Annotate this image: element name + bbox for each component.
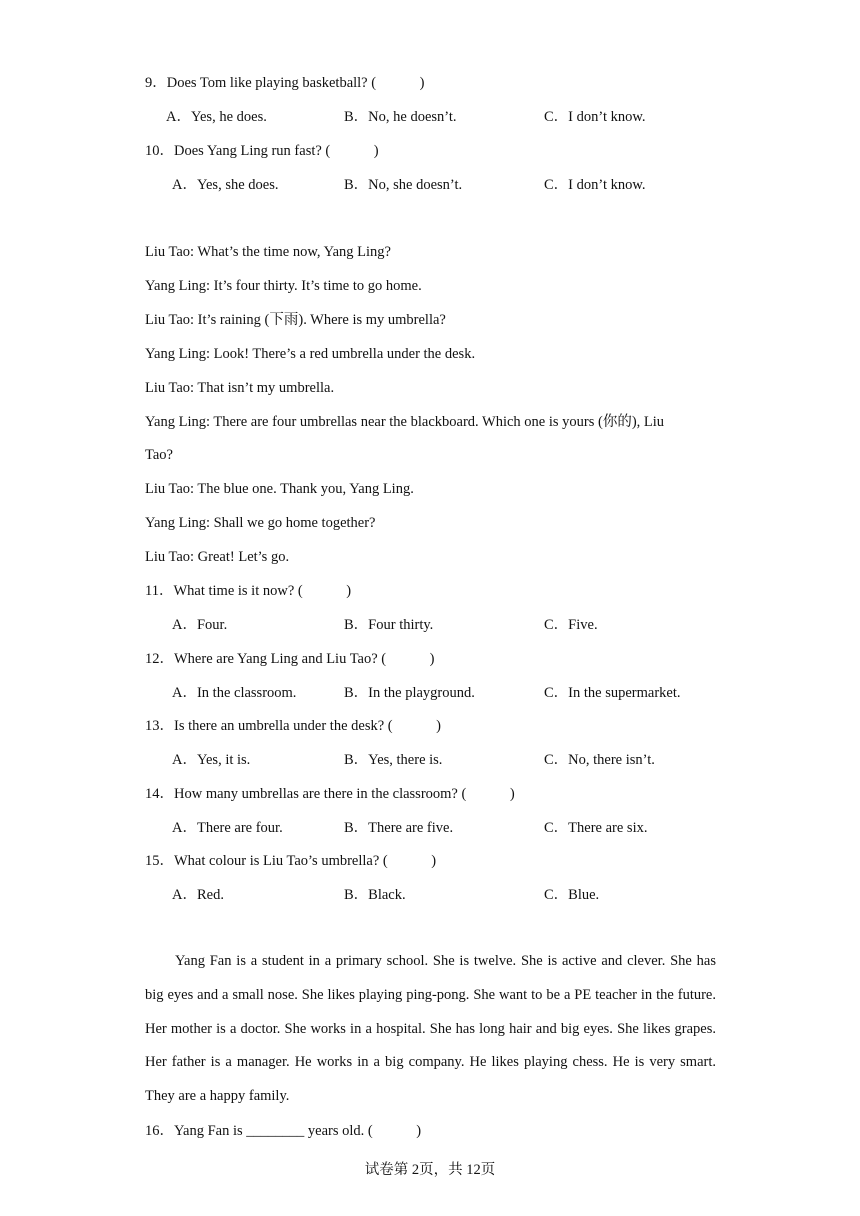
question-16: 16．Yang Fan is ________ years old. ( ) — [145, 1123, 422, 1139]
reading-passage — [145, 945, 716, 1114]
dialogue-line: Liu Tao: The blue one. Thank you, Yang Ling. — [145, 481, 414, 497]
question-15-option-b: B．Black. — [344, 887, 406, 903]
dialogue-line: Yang Ling: It’s four thirty. It’s time to go home. — [145, 278, 422, 294]
question-12-option-b: B．In the playground. — [344, 685, 475, 701]
question-9-option-a: A．Yes, he does. — [166, 109, 267, 125]
question-12-option-a: A．In the classroom. — [172, 685, 297, 701]
question-10-option-b: B．No, she doesn’t. — [344, 177, 463, 193]
dialogue-line: Liu Tao: Great! Let’s go. — [145, 549, 290, 565]
question-10-option-a: A．Yes, she does. — [172, 177, 279, 193]
dialogue-line: Liu Tao: That isn’t my umbrella. — [145, 380, 335, 396]
question-11-option-c: C．Five. — [544, 617, 598, 633]
question-15-option-c: C．Blue. — [544, 887, 600, 903]
question-10-option-c: C．I don’t know. — [544, 177, 646, 193]
question-13-option-a: A．Yes, it is. — [172, 752, 251, 768]
question-11-option-b: B．Four thirty. — [344, 617, 434, 633]
question-9-option-b: B．No, he doesn’t. — [344, 109, 457, 125]
question-15: 15．What colour is Liu Tao’s umbrella? ( ) — [145, 853, 437, 869]
question-14-option-b: B．There are five. — [344, 820, 454, 836]
question-12: 12．Where are Yang Ling and Liu Tao? ( ) — [145, 651, 435, 667]
dialogue-line: Yang Ling: Shall we go home together? — [145, 515, 376, 531]
question-13-option-c: C．No, there isn’t. — [544, 752, 655, 768]
page-footer: 试卷第 2页，共 12页 — [364, 1162, 496, 1178]
question-15-option-a: A．Red. — [172, 887, 224, 903]
question-13-option-b: B．Yes, there is. — [344, 752, 443, 768]
question-9: 9．Does Tom like playing basketball? ( ) — [145, 75, 425, 91]
question-14-option-c: C．There are six. — [544, 820, 648, 836]
question-11-option-a: A．Four. — [172, 617, 228, 633]
question-9-option-c: C．I don’t know. — [544, 109, 646, 125]
question-11: 11．What time is it now? ( ) — [145, 583, 352, 599]
dialogue-line: Tao? — [145, 447, 173, 463]
dialogue-line: Yang Ling: There are four umbrellas near the blackboard. Which one is yours (你的), Liu — [145, 414, 665, 430]
dialogue-line: Yang Ling: Look! There’s a red umbrella under the desk. — [145, 346, 476, 362]
question-13: 13．Is there an umbrella under the desk? ( ) — [145, 718, 441, 734]
question-12-option-c: C．In the supermarket. — [544, 685, 681, 701]
passage-text: Yang Fan is a student in a primary school. She is twelve. She is active and clever. She has big eyes and a small nose. She likes playing ping-pong. She want to be a PE teacher in the future. Her mother is a doctor. She works in a hospital. She has long hair and big eyes. She likes grapes. Her father is a manager. He works in a big company. He likes playing chess. He is very smart. They are a happy family. — [145, 953, 716, 1105]
dialogue-line: Liu Tao: What’s the time now, Yang Ling? — [145, 244, 391, 260]
question-14: 14．How many umbrellas are there in the classroom? ( ) — [145, 786, 515, 802]
dialogue-line: Liu Tao: It’s raining (下雨). Where is my umbrella? — [145, 312, 446, 328]
question-10: 10．Does Yang Ling run fast? ( ) — [145, 143, 379, 159]
question-14-option-a: A．There are four. — [172, 820, 283, 836]
